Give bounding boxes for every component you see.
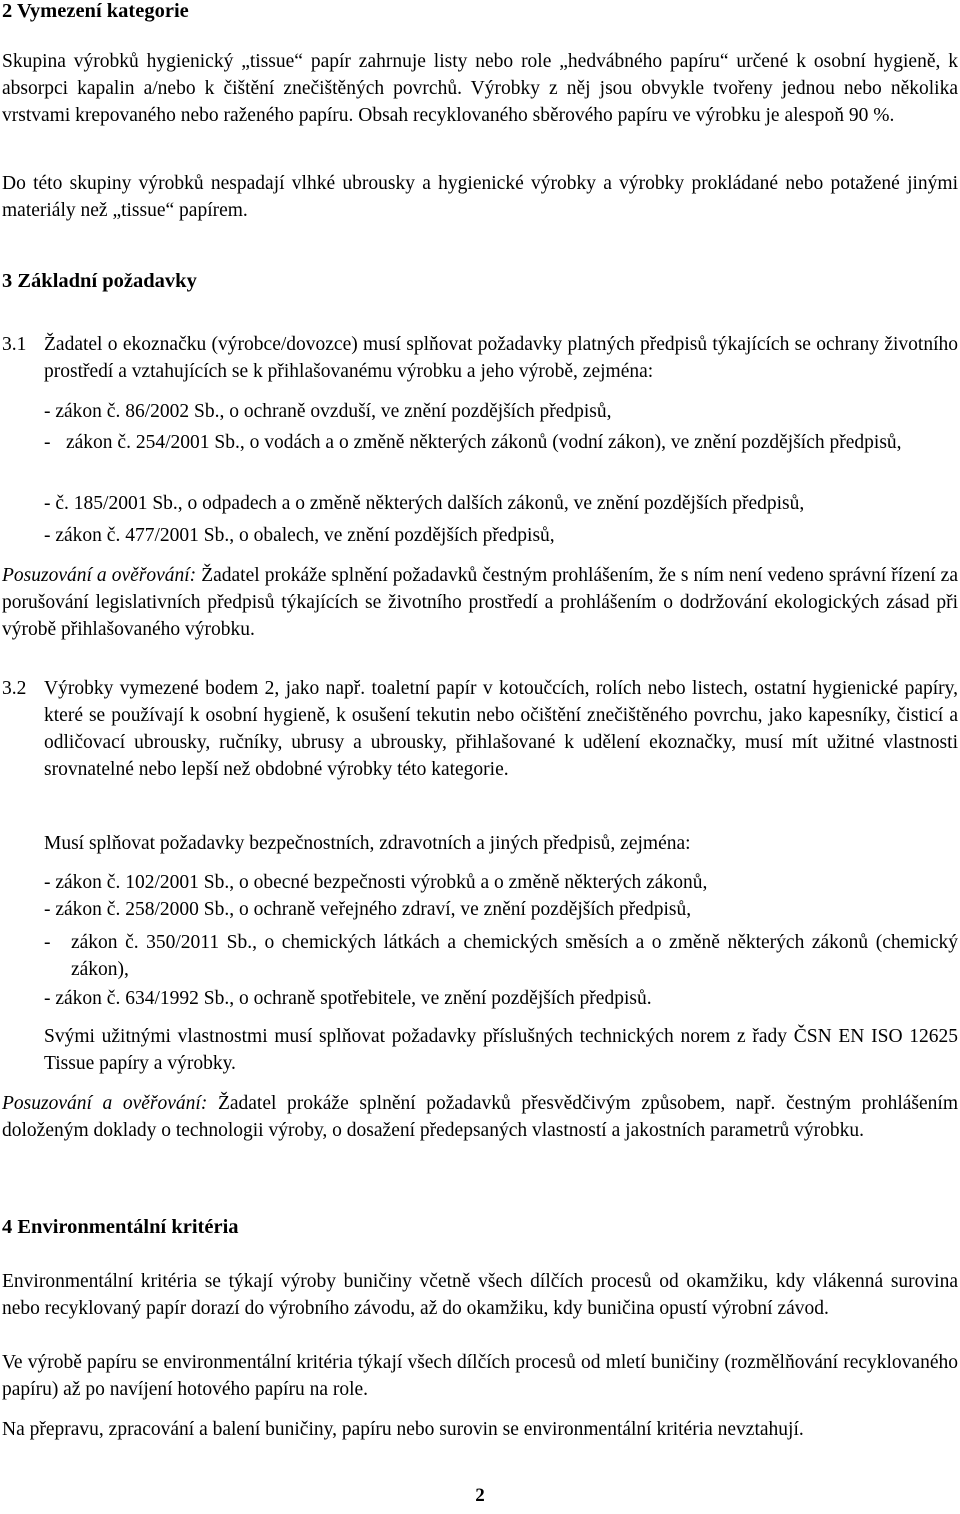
law-item [44,429,958,456]
law-item: - zákon č. 258/2000 Sb., o ochraně veřejného zdraví, ve znění pozdějších předpisů, [44,899,692,920]
assessment-paragraph-1 [2,562,958,643]
section-4-paragraph-3: Na přepravu, zpracování a balení buničiny, papíru nebo surovin se environmentální kritéria nevztahují. [2,1419,804,1440]
section-4-paragraph-1: Environmentální kritéria se týkají výroby buničiny včetně všech dílčích procesů od okamžiku, kdy vlákenná surovina nebo recyklovaný papír dorazí do výrobního závodu, až do okamžiku, kdy buničina opustí výrobní závod. [2,1271,958,1319]
section-2-paragraph-2: Do této skupiny výrobků nespadají vlhké ubrousky a hygienické výrobky a výrobky prokládané nebo potažené jinými materiály než „tissue“ papírem. [2,173,958,221]
assessment-text: Žadatel prokáže splnění požadavků čestným prohlášením, že s ním není vedeno správní řízení za porušování legislativních předpisů týkajících se životního prostředí a prohlášením o dodržování ekologických zásad při výrobě přihlašovaného výrobku. [2,565,958,640]
law-item-text: zákon č. 350/2011 Sb., o chemických látkách a chemických směsích a o změně některých zákonů (chemický zákon), [71,932,958,980]
requirement-number: 3.1 [2,334,27,355]
section-2-heading: 2 Vymezení kategorie [2,0,189,22]
assessment-label: Posuzování a ověřování: [2,1093,208,1114]
requirement-3-2-must: Musí splňovat požadavky bezpečnostních, zdravotních a jiných předpisů, zejména: [44,833,691,854]
requirement-text: Žadatel o ekoznačku (výrobce/dovozce) musí splňovat požadavky platných předpisů týkajících se ochrany životního prostředí a vztahujících se k přihlašovanému výrobku a jeho výrobě, zejména: [44,334,958,382]
list-dash: - [44,932,51,953]
law-item-text: zákon č. 254/2001 Sb., o vodách a o změně některých zákonů (vodní zákon), ve znění pozdějších předpisů, [66,432,902,453]
page-number: 2 [475,1485,485,1506]
assessment-text: Žadatel prokáže splnění požadavků přesvědčivým způsobem, např. čestným prohlášením doloženým doklady o technologii výroby, o dosažení předepsaných vlastností a jakostních parametrů výrobku. [2,1093,958,1141]
section-4-heading: 4 Environmentální kritéria [2,1216,239,1238]
law-item: - zákon č. 634/1992 Sb., o ochraně spotřebitele, ve znění pozdějších předpisů. [44,988,652,1009]
assessment-label: Posuzování a ověřování: [2,565,197,586]
law-item: - zákon č. 477/2001 Sb., o obalech, ve znění pozdějších předpisů, [44,525,555,546]
law-item: - č. 185/2001 Sb., o odpadech a o změně některých dalších zákonů, ve znění pozdějších předpisů, [44,493,805,514]
section-4-paragraph-2: Ve výrobě papíru se environmentální kritéria týkají všech dílčích procesů od mletí buničiny (rozmělňování recyklovaného papíru) až po navíjení hotového papíru na role. [2,1352,958,1400]
law-item [44,929,958,983]
requirement-text: Výrobky vymezené bodem 2, jako např. toaletní papír v kotoučcích, rolích nebo listech, ostatní hygienické papíry, které se používají k osobní hygieně, k osušení tekutin nebo očištění znečištěného povrchu, jako kapesníky, čisticí a odličovací ubrousky, ručníky, ubrusy a ubrousky, přihlašované k udělení ekoznačky, musí mít užitné vlastnosti srovnatelné nebo lepší než obdobné výrobky této kategorie. [44,678,958,780]
section-2-paragraph-1: Skupina výrobků hygienický „tissue“ papír zahrnuje listy nebo role „hedvábného papíru“ určené k osobní hygieně, k absorpci kapalin a/nebo k čištění znečištěných povrchů. Výrobky z něj jsou obvykle tvořeny jednou nebo několika vrstvami krepovaného nebo raženého papíru. Obsah recyklovaného sběrového papíru ve výrobku je alespoň 90 %. [2,51,958,126]
assessment-paragraph-2 [2,1090,958,1144]
requirement-number: 3.2 [2,678,27,699]
requirement-3-2 [2,675,958,783]
section-3-heading: 3 Základní požadavky [2,270,197,292]
requirement-3-1 [2,331,958,385]
law-item: - zákon č. 86/2002 Sb., o ochraně ovzduší, ve znění pozdějších předpisů, [44,401,612,422]
law-item: - zákon č. 102/2001 Sb., o obecné bezpečnosti výrobků a o změně některých zákonů, [44,872,708,893]
list-dash: - [44,432,51,453]
requirement-3-2-norm: Svými užitnými vlastnostmi musí splňovat požadavky příslušných technických norem z řady ČSN EN ISO 12625 Tissue papíry a výrobky. [44,1026,958,1074]
